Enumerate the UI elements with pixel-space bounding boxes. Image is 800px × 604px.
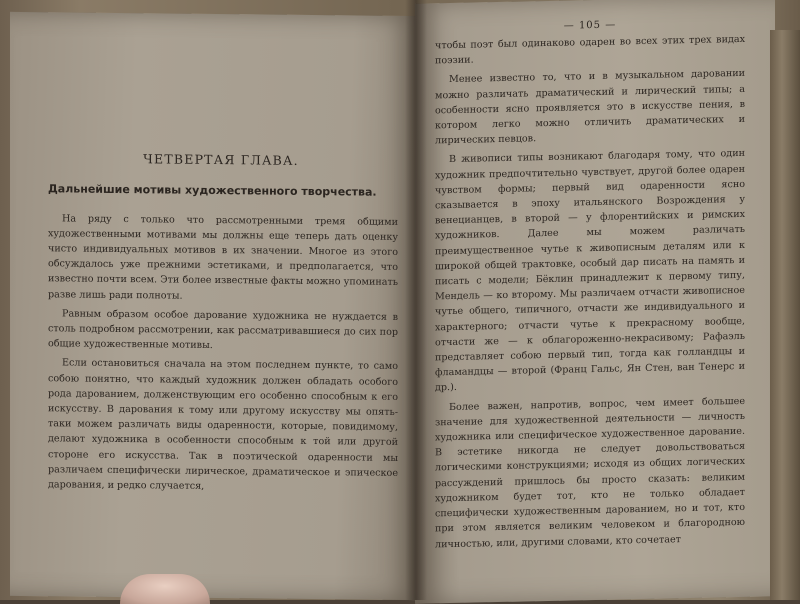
left-page xyxy=(10,12,420,600)
page-edges xyxy=(770,30,800,600)
left-paragraph-2: Равным образом особое дарование художника не нуждается в столь подробном рассмотрении, как рассматривавшиеся до сих пор общие художественные мотивы. xyxy=(48,308,398,352)
page-number: — 105 — xyxy=(563,19,617,32)
right-paragraph-3: В живописи типы возникают благодаря тому, что один художник предпочтительно чувствует, другой более одарен чувством формы; первый вид одаренности ясно сказывается в эпоху итальянского Возрождения у венецианцев, в второй — у флорентийских и римских художников. Далее мы можем различать преимущественное чутье к живописным деталям или к широкой общей трактовке, особый дар писать на память и писать с модели; Бёклин принадлежит к первому типу, Мендель — ко второму. Мы различаем отчасти живописное чутье общего, типичного, отчасти же индивидуального и характерного; отчасти чутье к прекрасному вообще, отчасти же — к облагороженно-некрасивому; Рафаэль представляет собою первый тип, тогда как голландцы и фламандцы — второй (Франц Гальс, Ян Стен, ван Тенерс и др.). xyxy=(435,148,745,394)
right-paragraph-1: чтобы поэт был одинаково одарен во всех этих трех видах поэзии. xyxy=(435,33,745,67)
chapter-title: ЧЕТВЕРТАЯ ГЛАВА. xyxy=(143,151,299,168)
left-paragraph-1: На ряду с только что рассмотренными тремя общими художественными мотивами мы должны еще теперь дать оценку чисто индивидуальных мотивов в их значении. Многое из этого обсуждалось уже прежними эстетиками, и предполагается, что известно почти всем. Эти более известные факты можно упоминать разве лишь ради полноты. xyxy=(48,212,398,302)
right-page xyxy=(415,0,775,604)
section-title: Дальнейшие мотивы художественного творчества. xyxy=(48,182,377,199)
right-paragraph-2: Менее известно то, что и в музыкальном даровании можно различать драматический и лирический типы; а особенности ясно проявляется это в искусстве пения, в котором легко можно отличить драматических и лирических певцов. xyxy=(435,68,745,147)
right-paragraph-4: Более важен, напротив, вопрос, чем имеет большее значение для художественной деятельности — личность художника или специфическое художественное дарование. В эстетике никогда не следует довольствоваться логическими конструкциями; исходя из общих логических рассуждений пришлось бы просто сказать: великим художником будет тот, кто не только обладает специфически художественным дарованием, но и тот, кто при этом является великим человеком и благородною личностью, или, другими словами, кто сочетает xyxy=(435,395,745,550)
book-gutter-shadow xyxy=(405,0,427,600)
left-paragraph-3: Если остановиться сначала на этом последнем пункте, то само собою понятно, что каждый художник должен обладать особого рода дарованием, долженствующим его особенно способным к его искусству. В дарования к тому или другому искусству мы опять-таки можем различать виды одаренности, которые, повидимому, делают художника в особенности способным к той или другой стороне его искусства. Так в поэтической одаренности мы различаем специфически лирическое, драматическое и эпическое дарования, и редко случается, xyxy=(48,357,398,492)
